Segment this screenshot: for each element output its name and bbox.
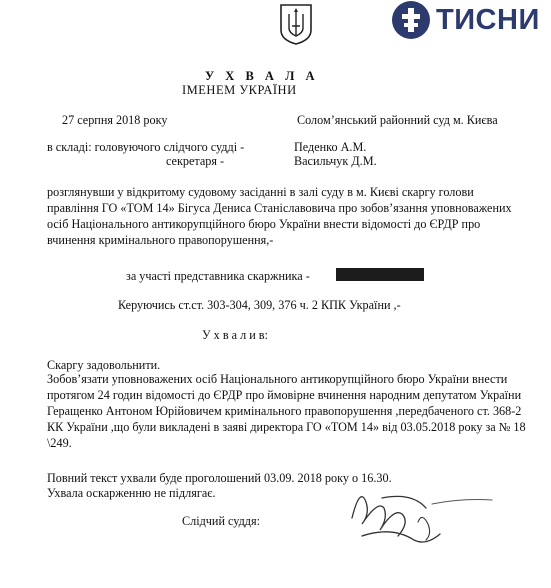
ruling-date: 27 серпня 2018 року (62, 113, 168, 127)
logo-text: ТИСНИ (436, 4, 540, 36)
document-title: У Х В А Л А (205, 69, 319, 83)
secretary-name: Васильчук Д.М. (294, 154, 377, 168)
redaction-bar (336, 268, 424, 281)
decision-line: Скаргу задовольнити. (47, 358, 161, 372)
document-subtitle: ІМЕНЕМ УКРАЇНИ (182, 83, 297, 97)
decision-line: Зобов’язати уповноважених осіб Національного антикорупційного бюро України внести (47, 372, 508, 386)
intro-line: правління ГО «ТОМ 14» Бігуса Дениса Станіславовича про зобов’язання уповноважених (47, 201, 512, 215)
ruled-heading: У х в а л и в: (202, 328, 268, 342)
ukraine-coat-of-arms-icon (278, 2, 314, 46)
composition-label: в складі: головуючого слідчого судді - (47, 140, 245, 154)
tysny-logo (392, 1, 542, 39)
handwritten-signature (322, 478, 512, 548)
decision-line: \249. (47, 436, 72, 450)
signature-label: Слідчий суддя: (182, 514, 260, 528)
decision-line: Геращенко Антоном Юрійовичем кримінального правопорушення ,передбаченого ст. 368-2 (47, 404, 522, 418)
guided-by: Керуючись ст.ст. 303-304, 309, 376 ч. 2 КПК України ,- (118, 298, 401, 312)
full-text-announcement: Повний текст ухвали буде проголошений 03.09. 2018 року о 16.30. (47, 471, 392, 485)
decision-line: протягом 24 годин відомості до ЄРДР про ймовірне вчинення народним депутатом України (47, 388, 522, 402)
intro-line: осіб Національного антикорупційного бюро України внести відомості до ЄРДР про (47, 217, 481, 231)
intro-line: розглянувши у відкритому судовому засіданні в залі суду в м. Києві скаргу голови (47, 185, 474, 199)
appeal-note: Ухвала оскарженню не підлягає. (47, 486, 216, 500)
court-name: Солом’янський районний суд м. Києва (297, 113, 498, 127)
secretary-label: секретаря - (166, 154, 225, 168)
tysny-logo-icon (392, 1, 430, 39)
judge-name: Педенко А.М. (294, 140, 367, 154)
participation-label: за участі представника скаржника - (126, 269, 310, 283)
intro-line: вчинення кримінального правопорушення,- (47, 233, 274, 247)
decision-line: КК України ,що були викладені в заяві директора ГО «ТОМ 14» від 03.05.2018 року за № 18 (47, 420, 526, 434)
